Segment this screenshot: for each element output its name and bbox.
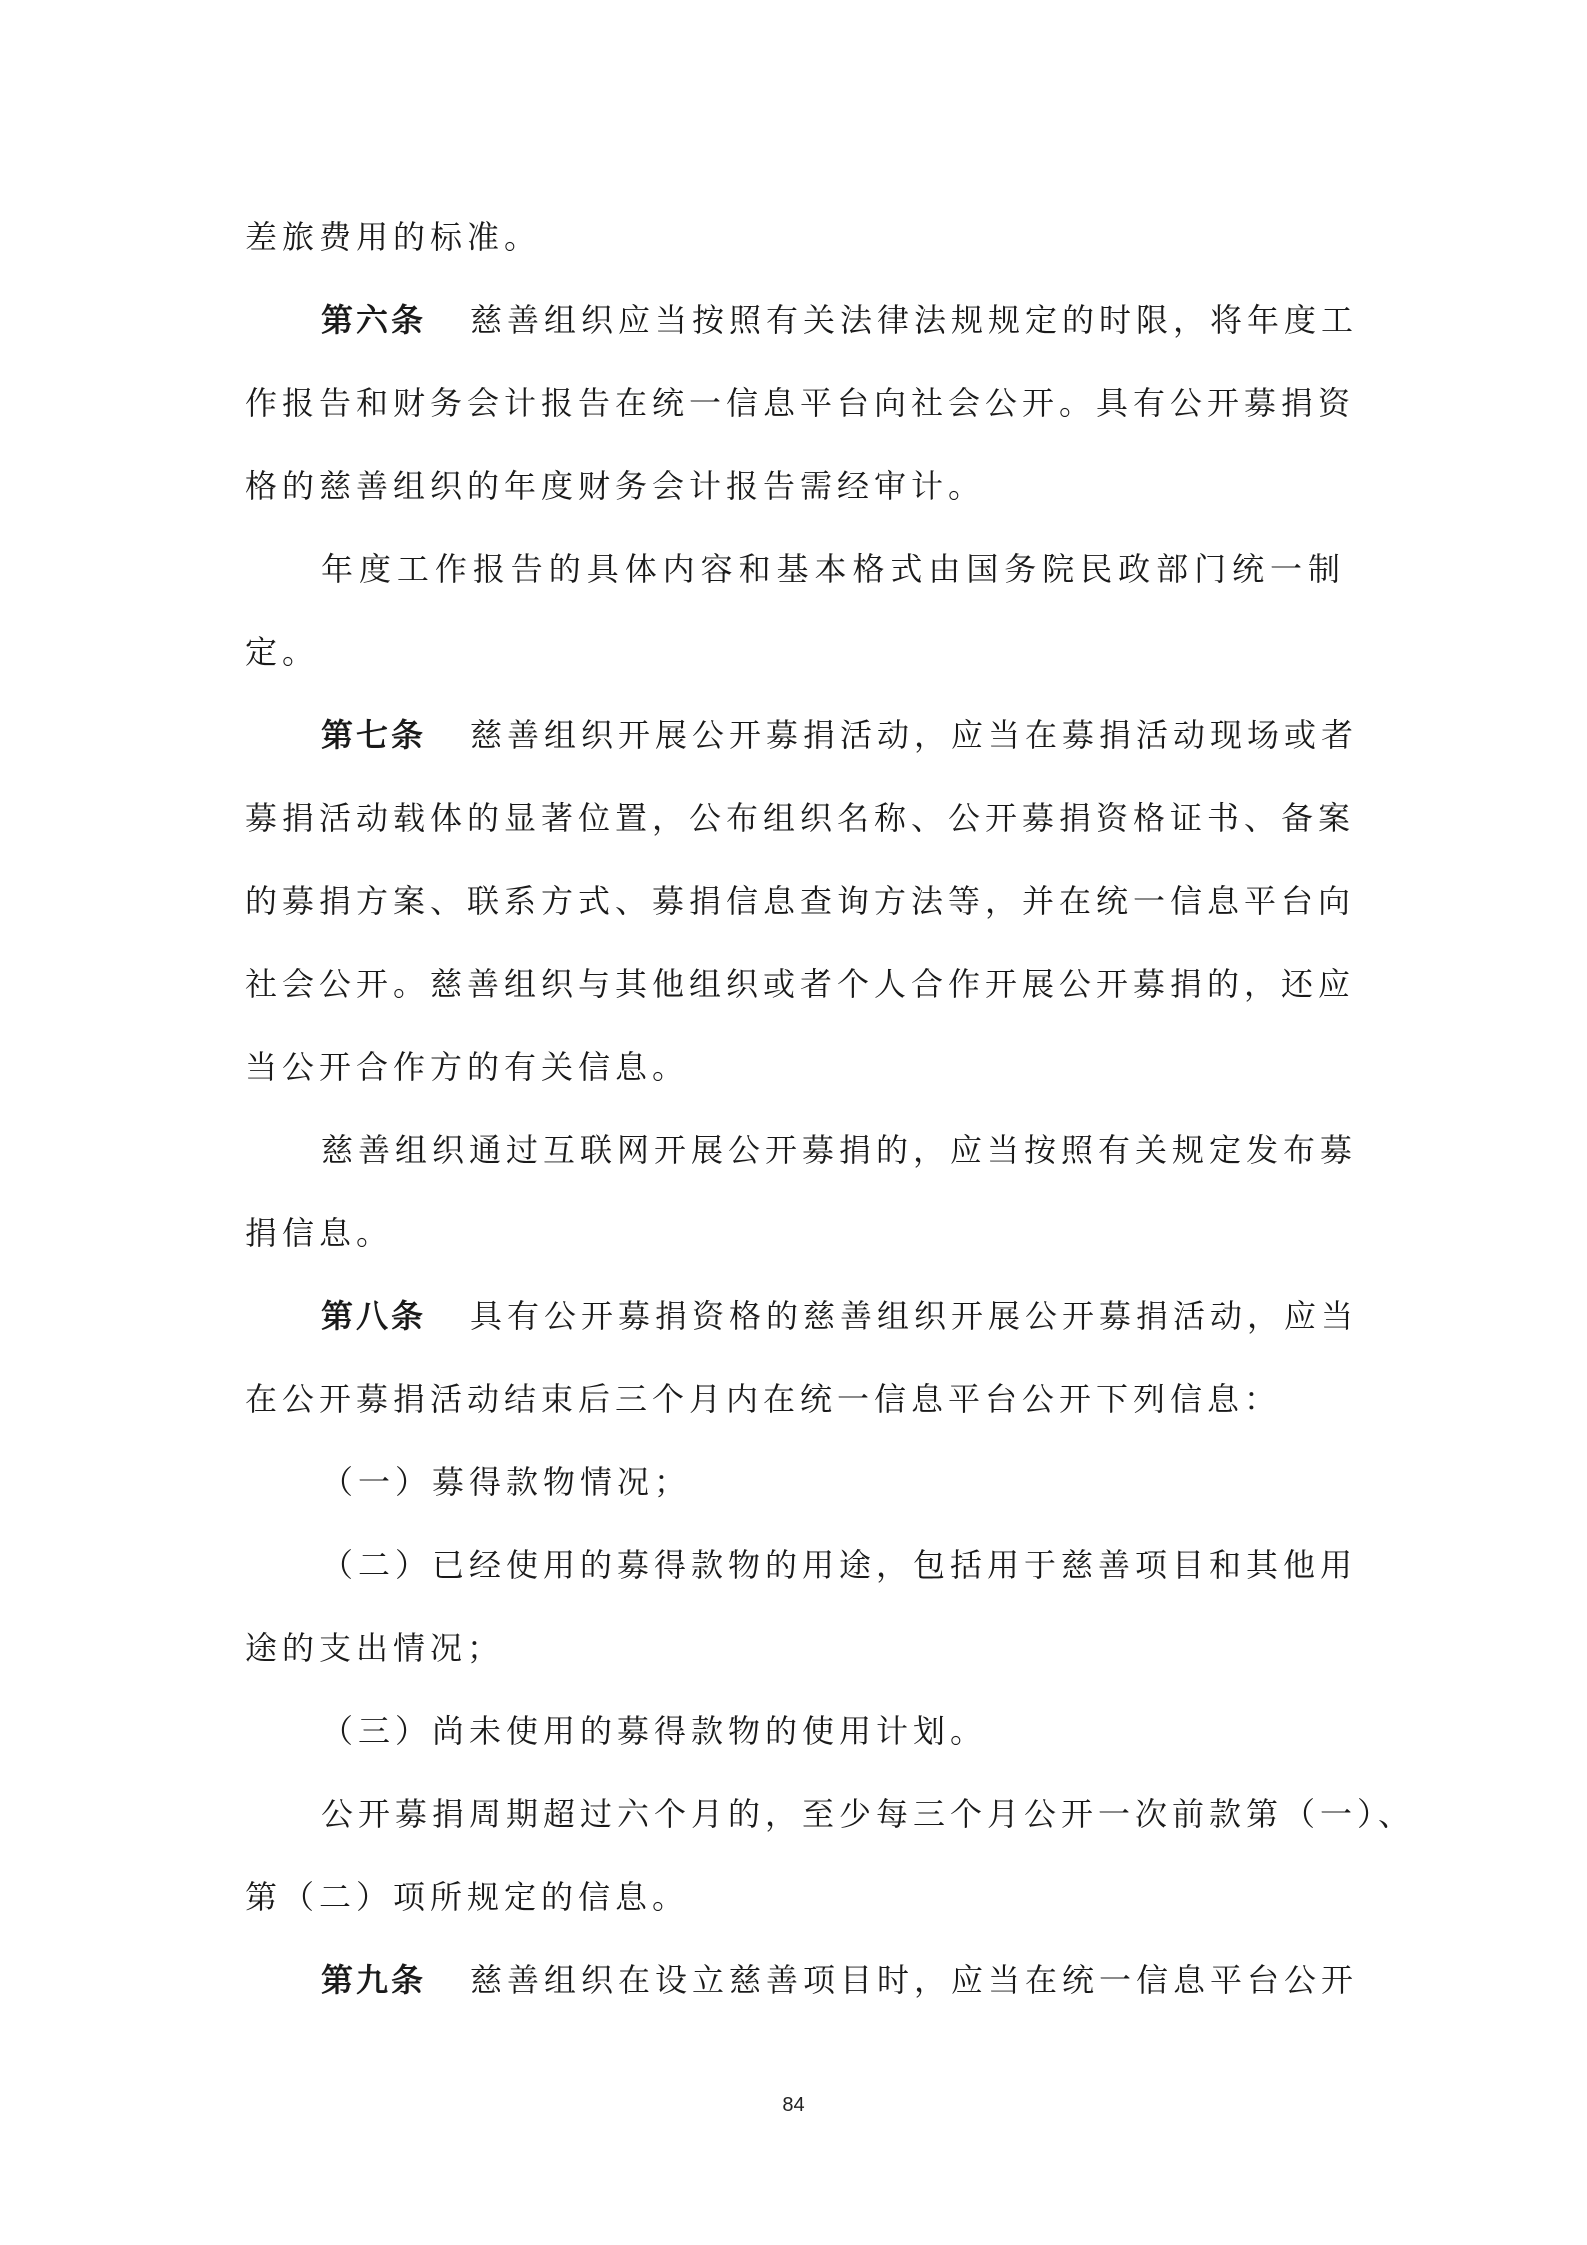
paragraph-line: 定。 <box>245 633 320 671</box>
paragraph-line: 年度工作报告的具体内容和基本格式由国务院民政部门统一制 <box>321 550 1345 588</box>
paragraph-line: 途的支出情况； <box>245 1629 505 1667</box>
paragraph-line: 差旅费用的标准。 <box>245 218 542 256</box>
paragraph-line: 在公开募捐活动结束后三个月内在统一信息平台公开下列信息： <box>245 1380 1282 1418</box>
list-item: （一）募得款物情况； <box>321 1463 692 1501</box>
article-9-line: 第九条 慈善组织在设立慈善项目时，应当在统一信息平台公开 <box>321 1961 1359 1999</box>
paragraph-line: 慈善组织通过互联网开展公开募捐的，应当按照有关规定发布募 <box>321 1131 1358 1169</box>
article-number: 第六条 <box>321 301 427 339</box>
list-item: （二）已经使用的募得款物的用途，包括用于慈善项目和其他用 <box>321 1546 1358 1584</box>
paragraph-line: 作报告和财务会计报告在统一信息平台向社会公开。具有公开募捐资 <box>245 384 1356 422</box>
article-number: 第八条 <box>321 1297 427 1335</box>
list-item: （三）尚未使用的募得款物的使用计划。 <box>321 1712 988 1750</box>
paragraph-line: 募捐活动载体的显著位置，公布组织名称、公开募捐资格证书、备案 <box>245 799 1356 837</box>
article-8-line: 第八条 具有公开募捐资格的慈善组织开展公开募捐活动，应当 <box>321 1297 1359 1335</box>
article-6-line: 第六条 慈善组织应当按照有关法律法规规定的时限，将年度工 <box>321 301 1359 339</box>
paragraph-line: 当公开合作方的有关信息。 <box>245 1048 690 1086</box>
article-7-line: 第七条 慈善组织开展公开募捐活动，应当在募捐活动现场或者 <box>321 716 1359 754</box>
paragraph-line: 的募捐方案、联系方式、募捐信息查询方法等，并在统一信息平台向 <box>245 882 1356 920</box>
article-number: 第九条 <box>321 1961 427 1999</box>
paragraph-line: 第（二）项所规定的信息。 <box>245 1878 690 1916</box>
paragraph-line: 捐信息。 <box>245 1214 394 1252</box>
paragraph-line: 公开募捐周期超过六个月的，至少每三个月公开一次前款第（一）、 <box>321 1795 1416 1833</box>
article-number: 第七条 <box>321 716 427 754</box>
document-body <box>245 196 1416 2022</box>
paragraph-line: 格的慈善组织的年度财务会计报告需经审计。 <box>245 467 986 505</box>
paragraph-line: 社会公开。慈善组织与其他组织或者个人合作开展公开募捐的，还应 <box>245 965 1356 1003</box>
page-number: 84 <box>782 2094 805 2116</box>
